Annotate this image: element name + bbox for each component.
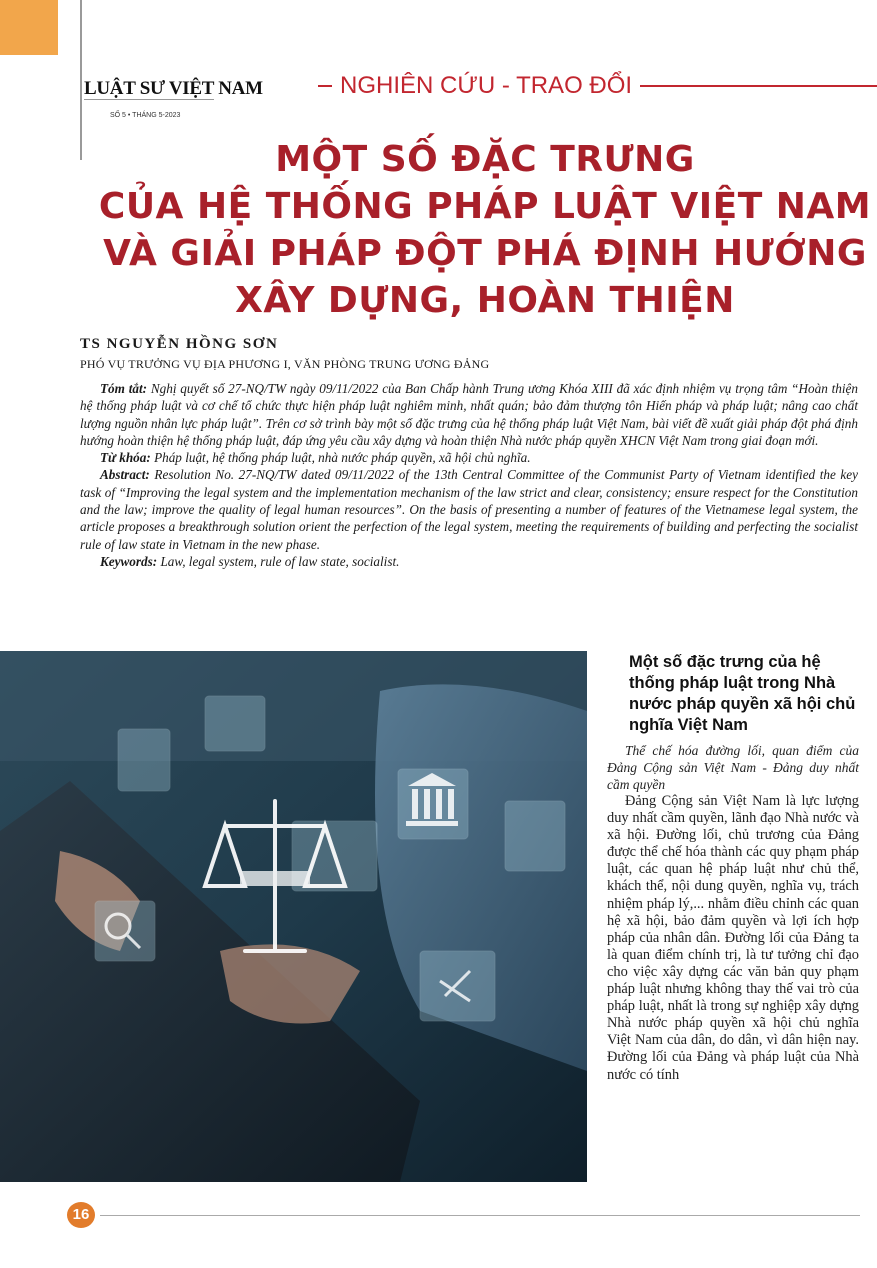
keywords-en-paragraph bbox=[80, 553, 858, 570]
keywords-vi-paragraph bbox=[80, 449, 858, 466]
masthead-underline bbox=[84, 99, 214, 100]
body-paragraph: Đảng Cộng sản Việt Nam là lực lượng duy nhất cầm quyền, lãnh đạo Nhà nước và xã hội. Đường lối, chủ trương của Đảng được thể chế hóa thành các quy phạm pháp luật, các quan hệ pháp luật như chủ thể, khách thể, nội dung quyền, nghĩa vụ, trách nhiệm pháp lý,... nhằm điều chỉnh các quan hệ xã hội, bảo đảm quyền và lợi ích hợp pháp của nhân dân. Đường lối của Đảng ta là quan điểm chính trị, là tư tưởng chỉ đạo cho việc xây dựng các văn bản quy phạm pháp luật nhưng không thay thế vai trò của pháp luật, nhất là trong sự nghiệp xây dựng Nhà nước pháp quyền xã hội chủ nghĩa Việt Nam của dân, do dân, vì dân hiện nay. Đường lối của Đảng và pháp luật của Nhà nước có tính bbox=[607, 793, 859, 1083]
footer-rule bbox=[100, 1215, 860, 1216]
lead-paragraph: Thể chế hóa đường lối, quan điểm của Đảng Cộng sản Việt Nam - Đảng duy nhất cầm quyền bbox=[607, 743, 859, 792]
title-line: XÂY DỰNG, HOÀN THIỆN bbox=[235, 280, 735, 321]
issue-label: SỐ 5 • THÁNG 5-2023 bbox=[110, 112, 181, 119]
keywords-vi-label: Từ khóa: bbox=[100, 450, 151, 466]
abstract-en-text: Resolution No. 27-NQ/TW dated 09/11/2022 of the 13th Central Committee of the Communist Party of Vietnam identified the key task of “Improving the legal system and the implementation mechanism of the law strict and clear, consistency; ensure respect for the Constitution and the law; improve the quality of legal human resources”. On the basis of presenting a number of features of the Vietnamese legal system, the article proposes a breakthrough solution orient the perfection of the legal system, meeting the requirements of building and perfecting the socialist rule of law state in Vietnam in the new phase. bbox=[80, 467, 858, 552]
page-number: 16 bbox=[67, 1202, 95, 1228]
title-line: VÀ GIẢI PHÁP ĐỘT PHÁ ĐỊNH HƯỚNG bbox=[103, 233, 867, 274]
author-name: TS NGUYỄN HỒNG SƠN bbox=[80, 336, 279, 352]
summary-text: Nghị quyết số 27-NQ/TW ngày 09/11/2022 của Ban Chấp hành Trung ương Khóa XIII đã xác định nhiệm vụ trọng tâm “Hoàn thiện hệ thống pháp luật và cơ chế tổ chức thực hiện pháp luật nghiêm minh, nhất quán; bảo đảm thượng tôn Hiến pháp và pháp luật; nâng cao chất lượng nguồn nhân lực pháp luật”. Trên cơ sở trình bày một số đặc trưng của hệ thống pháp luật Việt Nam, bài viết đề xuất giải pháp đột phá định hướng hoàn thiện hệ thống pháp luật, đáp ứng yêu cầu xây dựng và hoàn thiện Nhà nước pháp quyền XHCN Việt Nam trong giai đoạn mới. bbox=[80, 381, 858, 448]
article-body-column bbox=[607, 652, 859, 1084]
abstract-en-paragraph bbox=[80, 466, 858, 552]
magazine-masthead: LUẬT SƯ VIỆT NAM bbox=[84, 78, 263, 99]
keywords-vi-text: Pháp luật, hệ thống pháp luật, nhà nước pháp quyền, xã hội chủ nghĩa. bbox=[150, 450, 531, 466]
section-subheading: Một số đặc trưng của hệ thống pháp luật trong Nhà nước pháp quyền xã hội chủ nghĩa Việt Nam bbox=[629, 653, 856, 734]
keywords-en-label: Keywords: bbox=[100, 553, 158, 569]
title-line: MỘT SỐ ĐẶC TRƯNG bbox=[275, 139, 695, 180]
corner-decoration bbox=[0, 0, 58, 55]
section-title: NGHIÊN CỨU - TRAO ĐỔI bbox=[332, 68, 640, 104]
summary-label: Tóm tắt: bbox=[100, 381, 148, 396]
abstract-en-label: Abstract: bbox=[100, 467, 150, 483]
title-line: CỦA HỆ THỐNG PHÁP LUẬT VIỆT NAM bbox=[98, 186, 872, 227]
summary-paragraph bbox=[80, 380, 858, 449]
article-illustration bbox=[0, 651, 587, 1182]
law-laptop-illustration bbox=[0, 651, 587, 1182]
keywords-en-text: Law, legal system, rule of law state, socialist. bbox=[157, 553, 400, 569]
author-affiliation: PHÓ VỤ TRƯỞNG VỤ ĐỊA PHƯƠNG I, VĂN PHÒNG TRUNG ƯƠNG ĐẢNG bbox=[80, 357, 490, 371]
section-header bbox=[318, 68, 877, 104]
article-title bbox=[80, 136, 877, 324]
abstract-block bbox=[80, 380, 858, 570]
